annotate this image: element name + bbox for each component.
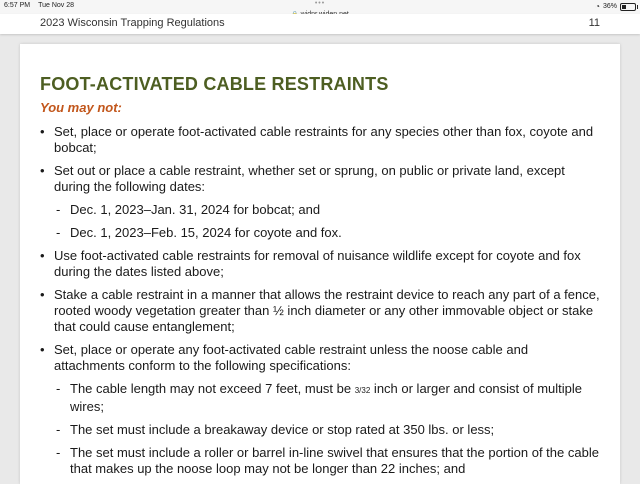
- sub-list: [54, 381, 600, 477]
- status-date: Tue Nov 28: [38, 2, 75, 9]
- sub-list-item-text: The set must include a roller or barrel in-line swivel that ensures that the portion of the cable that makes up the noose loop may not be longer than 22 inches; and: [70, 445, 599, 476]
- dash-icon: -: [56, 422, 61, 437]
- battery-icon: [620, 3, 636, 11]
- sub-list-item-text: The cable length may not exceed 7 feet, must be: [70, 381, 355, 396]
- status-time: 6:57 PM: [4, 2, 31, 9]
- bullet-icon: •: [40, 124, 45, 139]
- list-item-text: Stake a cable restraint in a manner that allows the restraint device to reach any part of a fence, rooted woody vegetation greater than ½ inch diameter or any other immovable object or stake that could cause entanglement;: [54, 287, 600, 334]
- status-right: [595, 2, 636, 11]
- bullet-icon: •: [40, 248, 45, 263]
- fraction: 3/32: [354, 386, 371, 395]
- list-item: [40, 248, 600, 280]
- regulation-card: [20, 44, 620, 484]
- sub-list-item: [54, 225, 600, 241]
- list-item-text: Set, place or operate any foot-activated cable restraint unless the noose cable and attachments conform to the following specifications:: [54, 342, 529, 373]
- sub-list-item-text: Dec. 1, 2023–Jan. 31, 2024 for bobcat; and: [70, 202, 321, 217]
- dash-icon: -: [56, 225, 61, 240]
- list-item: [40, 163, 600, 241]
- sub-list-item-text: inch or larger and consist of multiple wires;: [70, 381, 583, 414]
- bullet-icon: •: [40, 287, 45, 302]
- sub-list-item: [54, 381, 600, 415]
- multitask-dots-icon[interactable]: •••: [314, 0, 326, 7]
- wifi-icon: ◔: [595, 2, 600, 11]
- sub-list: [54, 202, 600, 241]
- dash-icon: -: [56, 202, 61, 217]
- battery-percent: 36%: [602, 3, 617, 10]
- sub-list-item-text: The set must include a breakaway device or stop rated at 350 lbs. or less;: [70, 422, 495, 437]
- sub-list-item: [54, 422, 600, 438]
- section-heading: FOOT-ACTIVATED CABLE RESTRAINTS: [40, 74, 389, 94]
- bullet-icon: •: [40, 163, 45, 178]
- section-subheading: You may not:: [40, 100, 122, 115]
- dash-icon: -: [56, 381, 61, 396]
- battery-fill: [622, 5, 626, 9]
- list-item-text: Set, place or operate foot-activated cable restraints for any species other than fox, coyote and bobcat;: [54, 124, 594, 155]
- bullet-icon: •: [40, 342, 45, 357]
- list-item: [40, 342, 600, 477]
- dash-icon: -: [56, 445, 61, 460]
- sub-list-item: [54, 445, 600, 477]
- list-item-text: Use foot-activated cable restraints for removal of nuisance wildlife except for coyote and fox during the dates listed above;: [54, 248, 581, 279]
- page-number: 11: [588, 17, 600, 29]
- rule-list: [40, 124, 600, 484]
- sub-list-item-text: Dec. 1, 2023–Feb. 15, 2024 for coyote and fox.: [70, 225, 342, 240]
- list-item-text: Set out or place a cable restraint, whether set or sprung, on public or private land, except during the following dates:: [54, 163, 565, 194]
- page-header: [0, 14, 640, 34]
- sub-list-item: [54, 202, 600, 218]
- list-item: [40, 124, 600, 156]
- list-item: [40, 287, 600, 335]
- page-header-title: 2023 Wisconsin Trapping Regulations: [40, 17, 225, 29]
